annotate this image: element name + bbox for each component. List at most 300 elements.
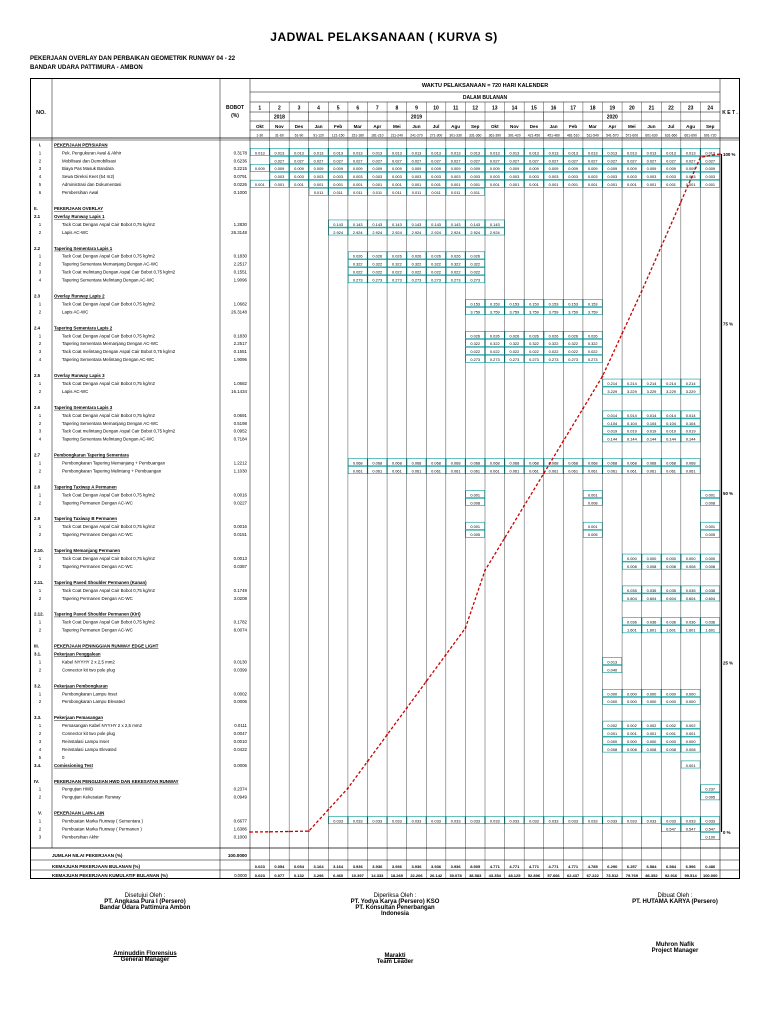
percent-scale-label: 100 % [723,152,736,157]
progress-value: 2.924 [470,229,481,235]
progress-value: 0.001 [607,731,618,737]
progress-value: 0.002 [666,723,676,729]
progress-value: 0.013 [685,150,696,156]
task-description: Pek. Pengukuran Awal & Akhir [62,150,122,156]
progress-value: 0.001 [274,182,285,188]
progress-value: 0.104 [607,420,618,426]
row-number: 2 [38,500,42,506]
month-label: Feb [569,124,578,129]
task-description: Administrasi dan Dokumentasi [62,182,122,188]
progress-value: 0.036 [627,619,637,625]
progress-value: 0.143 [372,221,383,227]
month-label: Jan [549,124,558,129]
task-weight: 0.6677 [233,818,247,824]
task-weight: 0.0047 [233,731,247,737]
task-weight: 0.0002 [233,691,247,697]
task-weight: 0.0791 [233,174,247,180]
day-range: 541-570 [606,133,619,138]
task-weight: 0.0422 [233,746,247,752]
month-label: Jul [432,124,440,129]
cumulative-progress: 62.437 [567,873,580,878]
monthly-progress: 6.257 [626,864,637,869]
progress-value: 0.026 [548,333,559,339]
progress-value: 0.033 [705,818,716,824]
progress-value: 1.601 [685,627,696,633]
header-ket: K E T . [722,110,738,116]
day-range: 511-540 [586,133,599,138]
progress-value: 0.061 [489,468,500,474]
progress-value: 0.001 [587,492,598,498]
progress-value: 0.003 [529,174,539,180]
task-weight: 0.6236 [233,158,247,164]
progress-value: 0.144 [666,436,676,442]
progress-value: 0.000 [607,699,618,705]
progress-value: 0.000 [666,556,676,562]
progress-value: 0.000 [685,699,696,705]
row-number: 1 [38,818,42,824]
row-number: 1 [38,524,42,530]
day-range: 121-150 [331,133,345,138]
progress-value: 0.027 [450,158,461,164]
task-weight: 1.2830 [233,221,247,227]
progress-value: 0.001 [372,182,383,188]
row-number: 4 [38,746,42,752]
progress-value: 0.104 [646,420,657,426]
period-number: 6 [356,105,360,112]
progress-value: 0.000 [705,556,716,562]
progress-value: 0.000 [627,691,637,697]
progress-value: 0.068 [685,460,696,466]
s-curve-point [602,375,604,377]
month-label: Feb [334,124,343,129]
row-number: 1 [38,723,42,729]
row-number: 1 [38,691,42,697]
progress-value: 0.035 [685,587,696,593]
task-description: Tack Coat Dengan Aspal Cair Bobot 0,75 kg/m2 [62,221,155,227]
progress-value: 2.924 [333,229,343,235]
progress-value: 0.022 [411,269,422,275]
row-number: 3 [38,428,42,434]
progress-value: 0.003 [509,174,520,180]
progress-value: 0.005 [470,532,481,538]
progress-value: 0.068 [411,460,422,466]
day-range: 1-30 [256,133,264,138]
task-description: Tack Coat Dengan Aspal Cair Bobot 0,75 kg/m2 [62,556,155,562]
progress-value: 0.322 [431,261,441,267]
month-label: Des [294,124,304,129]
row-number: 2 [38,731,42,737]
progress-value: 0.005 [705,532,716,538]
month-label: Agu [451,124,461,129]
progress-value: 0.022 [568,349,578,355]
progress-value: 0.009 [352,166,363,172]
progress-value: 0.027 [411,158,422,164]
progress-value: 3.229 [666,388,676,394]
section-heading: Overlay Runway Lapis 3 [54,373,105,379]
progress-value: 0.143 [352,221,363,227]
progress-value: 0.011 [450,190,461,196]
progress-value: 0.026 [411,253,422,259]
progress-value: 0.001 [607,182,618,188]
row-number: 4 [38,277,42,283]
progress-value: 0.104 [627,420,637,426]
progress-value: 0.027 [313,158,324,164]
total-label: JUMLAH NILAI PEKERJAAN (%) [52,853,123,858]
progress-value: 0.019 [627,428,637,434]
progress-value: 0.009 [372,166,383,172]
progress-value: 0.026 [431,253,441,259]
monthly-progress: 3.936 [352,864,363,869]
percent-scale-label: 25 % [723,660,734,666]
progress-value: 0.001 [646,731,657,737]
progress-value: 3.229 [646,388,657,394]
progress-value: 0.322 [392,261,402,267]
progress-value: 0.014 [685,412,696,418]
row-number: 1 [38,253,42,259]
progress-value: 0.068 [607,460,618,466]
progress-value: 3.759 [529,309,539,315]
progress-value: 0.009 [274,166,285,172]
progress-value: 0.143 [470,221,481,227]
task-description: Mobilisasi dan Demobilisasi [62,158,116,164]
task-description: Tapering Permanen Dengan AC-WC [62,627,133,633]
progress-value: 0.322 [587,341,598,347]
progress-value: 0.033 [548,818,559,824]
progress-value: 0.000 [627,556,637,562]
progress-value: 3.759 [470,309,481,315]
progress-value: 0.013 [313,150,324,156]
s-curve-point [327,809,329,811]
progress-value: 0.068 [548,460,559,466]
monthly-progress: 4.771 [568,864,579,869]
cumulative-progress: 52.896 [527,873,541,878]
task-weight: 1.2212 [233,460,247,466]
row-number: 2 [38,595,42,601]
signature-block-preparer [600,893,750,954]
monthly-progress: 3.936 [431,864,442,869]
task-description: Pembuatan Marka Runway ( Sementara ) [62,818,144,824]
progress-value: 0.022 [431,269,441,275]
section-heading: Pekerjaan Penggalean [54,651,101,657]
task-description: Tapering Permanen Dengan AC-WC [62,595,133,601]
progress-value: 0.009 [333,166,343,172]
task-weight: 0.0399 [233,667,247,673]
day-range: 91-120 [313,133,324,138]
progress-value: 0.027 [372,158,383,164]
day-range: 331-360 [468,133,482,138]
progress-value: 0.001 [685,182,696,188]
progress-value: 0.013 [705,150,716,156]
task-weight: 0.1830 [233,253,247,259]
progress-value: 0.273 [568,357,578,363]
period-number: 10 [433,105,439,112]
progress-value: 0.033 [627,818,637,824]
progress-value: 0.009 [392,166,402,172]
period-number: 3 [297,105,301,112]
task-description: Tack Coat melintang Dengan Aspal Cair Bobot 0,75 kg/m2 [62,269,176,275]
cumulative-progress: 0.023 [254,873,265,878]
progress-value: 0.009 [254,166,265,172]
progress-value: 0.011 [313,190,324,196]
task-description: Reinstalasi Lampu Inset [62,738,109,744]
progress-value: 0.026 [587,333,598,339]
year-label: 2018 [273,114,285,121]
task-weight: 0.0691 [233,412,247,418]
progress-value: 0.003 [431,174,441,180]
task-weight: 0.0016 [233,492,247,498]
preparer-title: Project Manager [651,948,699,954]
progress-value: 1.601 [705,627,716,633]
progress-value: 0.011 [333,190,343,196]
month-label: Agu [686,124,696,129]
progress-value: 0.001 [666,182,676,188]
month-label: Nov [510,124,519,129]
progress-value: 0.001 [450,182,461,188]
row-number: 3 [38,269,42,275]
day-range: 151-180 [351,133,364,138]
progress-value: 1.601 [627,627,637,633]
progress-value: 0.009 [666,166,676,172]
row-number: 2.6 [34,404,41,410]
monthly-progress: 6.584 [646,864,657,869]
period-number: 19 [609,105,616,112]
row-number: 3 [38,349,42,355]
progress-value: 0.002 [627,723,637,729]
day-range: 61-90 [294,133,304,138]
period-number: 21 [648,105,655,112]
task-description: 0 [62,754,65,760]
progress-value: 0.009 [705,166,716,172]
progress-value: 0.003 [627,174,637,180]
day-range: 361-390 [488,133,502,138]
task-description: Tack Coat Dengan Aspal Cair Bobot 0,75 kg/m2 [62,524,155,530]
progress-value: 0.068 [470,460,481,466]
header-no: NO. [36,110,46,116]
s-curve-point [367,761,369,763]
progress-value: 0.033 [529,818,539,824]
progress-value: 0.143 [450,221,461,227]
task-description: Tack Coat melintang Dengan Aspal Cair Bobot 0,75 kg/m2 [62,428,176,434]
progress-value: 0.003 [568,174,578,180]
task-description: Tack Coat Dengan Aspal Cair Bobot 0,75 kg/m2 [62,412,155,418]
progress-value: 0.273 [411,277,422,283]
period-number: 17 [570,105,576,112]
progress-value: 0.273 [529,357,539,363]
progress-value: 0.000 [646,699,657,705]
progress-value: 0.013 [646,150,657,156]
task-weight: 26.3148 [231,229,247,235]
s-curve-point [288,831,290,833]
progress-value: 0.003 [607,174,618,180]
progress-value: 0.008 [646,563,657,569]
progress-value: 0.022 [470,269,481,275]
progress-value: 0.019 [685,428,696,434]
progress-value: 0.022 [509,349,520,355]
progress-value: 0.026 [568,333,578,339]
progress-value: 0.033 [607,818,618,824]
task-weight: 0.0226 [233,182,247,188]
progress-value: 0.033 [685,818,696,824]
progress-value: 0.022 [450,269,461,275]
progress-value: 0.001 [333,182,343,188]
approver-role: Disetujui Oleh : [124,893,166,899]
progress-value: 0.003 [666,174,676,180]
progress-value: 0.027 [509,158,520,164]
day-range: 301-330 [449,133,462,138]
progress-value: 0.000 [607,691,618,697]
progress-value: 0.026 [392,253,402,259]
month-label: Mar [353,124,362,129]
progress-value: 0.068 [450,460,461,466]
task-weight: 1.9096 [233,277,247,283]
cumulative-label: KEMAJUAN PEKERJAAN KUMULATIF BULANAN (%) [52,873,168,878]
row-number: 1 [38,150,42,156]
progress-value: 0.003 [470,174,481,180]
progress-value: 0.000 [666,691,676,697]
period-number: 11 [452,105,459,112]
progress-value: 0.026 [509,333,520,339]
row-number: 1 [38,221,42,227]
progress-value: 0.273 [450,277,461,283]
month-label: Mei [628,124,636,129]
section-heading: Tapering Paved Shoulder Permanen (Kanan) [54,579,147,585]
progress-value: 0.001 [705,492,716,498]
monthly-progress: 4.771 [548,864,559,869]
row-number: 2 [38,420,42,426]
cumulative-progress: 18.269 [390,873,403,878]
reviewer-org-country: Indonesia [380,911,409,917]
task-description: Kabel NYYHY 2 x 2,5 mm2 [62,659,115,665]
task-description: Tapering Sementara Memanjang Dengan AC-WC [62,261,159,267]
progress-value: 0.273 [489,357,500,363]
row-number: I. [38,142,42,148]
project-location: BANDAR UDARA PATTIMURA - AMBON [30,65,143,71]
row-number: 2.8 [34,484,41,490]
task-weight: 0.2215 [233,166,247,172]
progress-value: 0.033 [411,818,422,824]
progress-value: 0.001 [529,182,539,188]
row-number: 2 [38,826,42,832]
progress-value: 0.005 [587,532,598,538]
progress-value: 0.061 [392,468,402,474]
row-number: 2.1 [34,213,41,219]
progress-value: 0.000 [666,738,676,744]
row-number: 1 [38,460,42,466]
section-heading: Tapering Sementara Lapis 2 [54,325,113,331]
progress-value: 0.000 [607,738,618,744]
row-number: 2 [38,532,42,538]
progress-value: 0.011 [411,190,422,196]
progress-value: 0.061 [352,468,363,474]
task-weight: 2.2517 [233,341,247,347]
progress-value: 0.013 [509,150,520,156]
task-weight: 1.1030 [233,468,247,474]
row-number: 1 [38,659,42,665]
task-description: Pembongkaran Lampu Elevated [62,699,125,705]
progress-value: 0.153 [489,301,500,307]
task-description: Pembongkaran Tapering Melintang + Pembuangan [62,468,162,474]
cumulative-progress: 38.583 [469,873,482,878]
progress-value: 0.000 [646,738,657,744]
percent-scale-label: 75 % [723,321,734,327]
progress-value: 0.144 [646,436,657,442]
task-weight: 0.0952 [233,428,247,434]
progress-value: 0.022 [489,349,500,355]
task-weight: 0.1551 [233,349,247,355]
progress-value: 0.027 [627,158,637,164]
progress-value: 0.013 [470,150,481,156]
task-weight: 8.0074 [233,627,247,633]
day-range: 481-510 [566,133,580,138]
progress-value: 0.013 [529,150,539,156]
progress-value: 0.011 [431,190,441,196]
progress-value: 0.061 [666,468,676,474]
progress-value: 0.033 [646,818,657,824]
task-description: Tack Coat Dengan Aspal Cair Bobot 0,75 kg/m2 [62,492,155,498]
progress-value: 0.027 [548,158,559,164]
progress-value: 0.011 [372,190,383,196]
progress-value: 0.001 [587,182,598,188]
progress-value: 3.759 [568,309,578,315]
task-description: Lapis AC-WC [62,309,89,315]
progress-value: 0.003 [411,174,422,180]
reviewer-org: PT. Yodya Karya (Persero) KSO [350,899,440,905]
progress-value: 0.026 [470,333,481,339]
progress-value: 0.068 [568,460,578,466]
section-heading: Tapering Paved Shoulder Permanen (Kiri) [54,611,141,617]
task-weight: 0.3178 [233,150,247,156]
progress-value: 0.273 [548,357,559,363]
cumulative-progress: 22.206 [410,873,423,878]
section-heading: PEKERJAAN OVERLAY [54,205,104,211]
day-range: 691-720 [703,133,717,138]
progress-value: 0.013 [607,150,618,156]
progress-value: 0.014 [627,412,637,418]
task-weight: 0.1749 [233,587,247,593]
section-heading: Overlay Runway Lapis 1 [54,213,105,219]
s-curve-point [543,472,545,474]
progress-value: 0.027 [294,158,304,164]
period-number: 15 [531,105,537,112]
task-description: Tack Coat Dengan Aspal Cair Bobot 0,75 kg/m2 [62,301,155,307]
progress-value: 0.273 [392,277,402,283]
progress-value: 0.022 [392,269,402,275]
row-number: 2.7 [34,452,41,458]
progress-value: 0.013 [372,150,383,156]
progress-value: 0.068 [646,460,657,466]
task-description: Pengujian Kekesatan Runway [62,794,121,800]
percent-scale-label: 50 % [723,491,734,496]
progress-value: 0.322 [450,261,461,267]
day-range: 601-630 [645,133,658,138]
progress-value: 0.153 [470,301,481,307]
progress-value: 0.026 [372,253,383,259]
progress-value: 0.009 [627,166,637,172]
month-label: Sep [705,124,715,129]
progress-value: 0.027 [568,158,578,164]
progress-value: 0.033 [489,818,500,824]
task-weight: 0.2374 [233,786,247,792]
task-weight: 3.0208 [233,595,247,601]
signature-block-reviewer [310,893,480,965]
period-number: 4 [317,105,320,112]
task-description: Tapering Permanen Dengan AC-WC [62,532,133,538]
row-number: 4 [38,436,42,442]
row-number: 2 [38,309,42,315]
progress-value: 0.061 [568,468,578,474]
day-range: 571-600 [625,133,639,138]
progress-value: 0.001 [313,182,324,188]
